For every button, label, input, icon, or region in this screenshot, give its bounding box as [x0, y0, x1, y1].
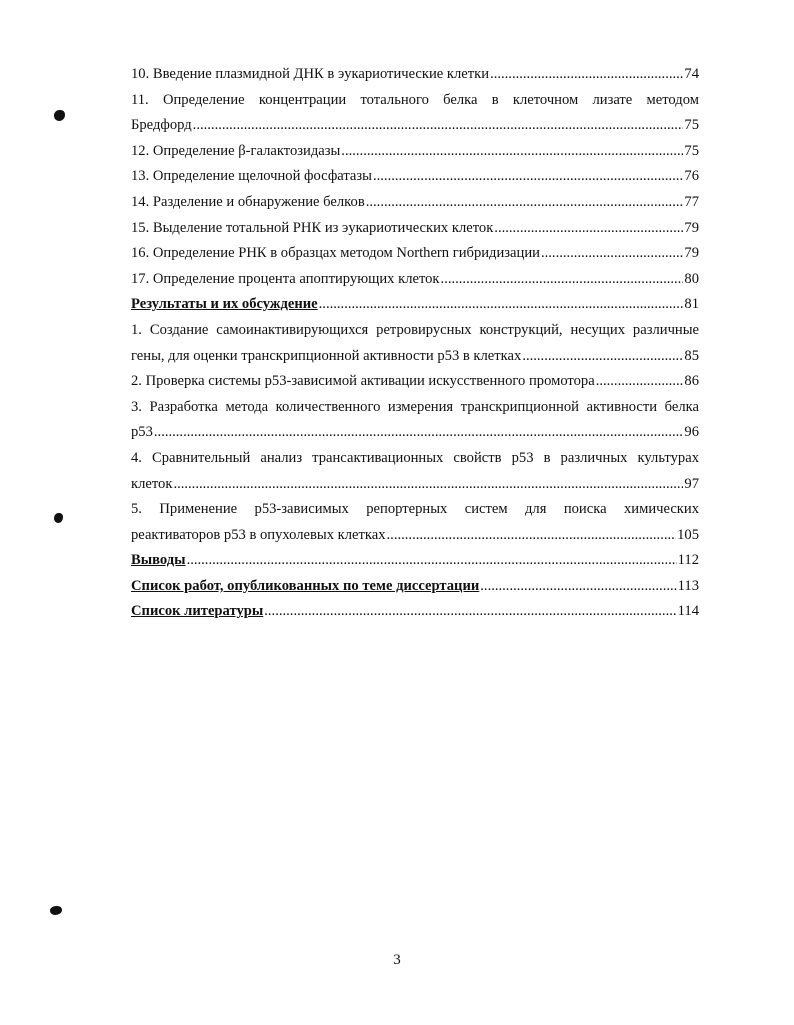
toc-page-number: 105 [677, 526, 699, 543]
toc-entry-title: 17. Определение процента апоптирующих клеток [131, 270, 440, 287]
toc-entry-title: 12. Определение β-галактозидазы [131, 142, 341, 159]
toc-entry-continuation [131, 420, 699, 446]
toc-entry-title: 3. Разработка метода количественного измерения транскрипционной активности белка [131, 398, 699, 415]
toc-page-number: 112 [677, 552, 699, 569]
toc-entry-title: p53 [131, 424, 153, 441]
toc-entry-title: 11. Определение концентрации тотального белка в клеточном лизате методом [131, 91, 699, 108]
toc-page-number: 113 [677, 577, 699, 594]
toc-entry-title: Бредфорд [131, 117, 192, 134]
toc-page-number: 86 [684, 373, 699, 390]
toc-entry-title: Результаты и их обсуждение [131, 296, 318, 313]
toc-page-number: 76 [684, 168, 699, 185]
toc-entry [131, 241, 699, 267]
dot-leader [387, 523, 677, 549]
toc-entry-continuation [131, 472, 699, 498]
dot-leader [490, 62, 683, 88]
toc-entry-title: 14. Разделение и обнаружение белков [131, 193, 365, 210]
toc-entry-title: реактиваторов p53 в опухолевых клетках [131, 526, 386, 543]
ink-blot [54, 110, 65, 121]
toc-page-number: 97 [684, 475, 699, 492]
toc-section-heading [131, 574, 699, 600]
ink-blot [50, 906, 62, 915]
dot-leader [480, 574, 676, 600]
dot-leader [173, 472, 683, 498]
ink-blot [54, 513, 63, 523]
toc-page-number: 75 [684, 117, 699, 134]
page-number: 3 [393, 952, 401, 968]
toc-page-number: 79 [684, 245, 699, 262]
toc-page-number: 114 [677, 603, 699, 620]
toc-entry [131, 446, 699, 472]
toc-entry-continuation [131, 344, 699, 370]
toc-entry-title: 1. Создание самоинактивирующихся ретровирусных конструкций, несущих различные [131, 321, 699, 338]
toc-entry-title: клеток [131, 475, 173, 492]
dot-leader [373, 164, 683, 190]
dot-leader [596, 369, 684, 395]
toc-section-heading [131, 548, 699, 574]
dot-leader [441, 267, 684, 293]
toc-entry [131, 267, 699, 293]
toc-entry-title: 16. Определение РНК в образцах методом Northern гибридизации [131, 245, 540, 262]
dot-leader [154, 420, 684, 446]
toc-entry-title: Список работ, опубликованных по теме диссертации [131, 577, 480, 594]
toc-entry [131, 395, 699, 421]
dot-leader [366, 190, 684, 216]
toc-entry-title: 2. Проверка системы p53-зависимой активации искусственного промотора [131, 373, 595, 390]
toc-entry-title: 5. Применение p53-зависимых репортерных систем для поиска химических [131, 501, 699, 518]
toc-page-number: 96 [684, 424, 699, 441]
toc-entry-title: 13. Определение щелочной фосфатазы [131, 168, 372, 185]
toc-page-number: 80 [684, 270, 699, 287]
toc-entry [131, 164, 699, 190]
toc-page-number: 74 [684, 66, 699, 82]
dot-leader [494, 216, 683, 242]
toc-entry [131, 318, 699, 344]
toc-page-number: 75 [684, 142, 699, 159]
toc-entry-title: 15. Выделение тотальной РНК из эукариотических клеток [131, 219, 494, 236]
dot-leader [187, 548, 677, 574]
toc-page-number: 77 [684, 193, 699, 210]
toc-entry-continuation [131, 523, 699, 549]
toc-entry-title: Список литературы [131, 603, 264, 620]
toc-entry-title: 10. Введение плазмидной ДНК в эукариотические клетки [131, 66, 490, 82]
toc-entry [131, 190, 699, 216]
toc-entry [131, 497, 699, 523]
dot-leader [341, 139, 683, 165]
toc-section-heading [131, 599, 699, 625]
toc-entry [131, 88, 699, 114]
toc-entry [131, 369, 699, 395]
dot-leader [319, 292, 684, 318]
toc-page-number: 85 [684, 347, 699, 364]
toc-entry [131, 62, 699, 88]
toc-page-number: 81 [684, 296, 699, 313]
dot-leader [541, 241, 683, 267]
table-of-contents [131, 62, 699, 625]
toc-entry-title: Выводы [131, 552, 186, 569]
toc-entry-title: 4. Сравнительный анализ трансактивационных свойств p53 в различных культурах [131, 449, 699, 466]
toc-entry [131, 216, 699, 242]
toc-entry-title: гены, для оценки транскрипционной активности p53 в клетках [131, 347, 522, 364]
toc-page-number: 79 [684, 219, 699, 236]
dot-leader [264, 599, 676, 625]
toc-section-heading [131, 292, 699, 318]
toc-entry-continuation [131, 113, 699, 139]
toc-entry [131, 139, 699, 165]
dot-leader [193, 113, 684, 139]
dot-leader [522, 344, 683, 370]
